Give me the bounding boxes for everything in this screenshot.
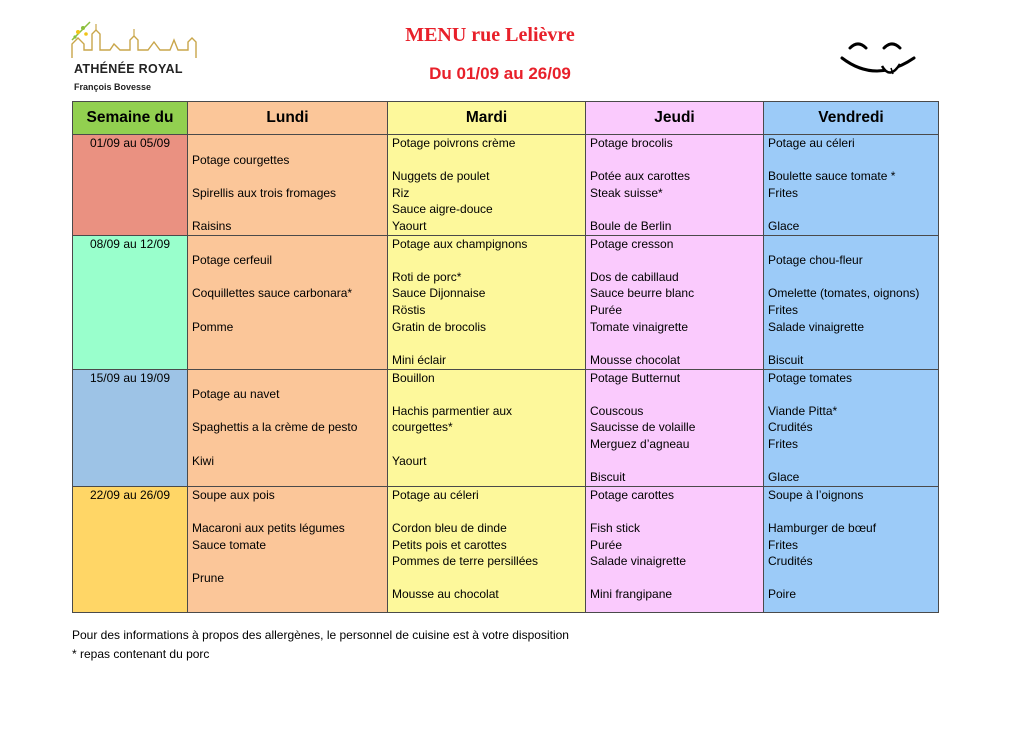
- week-row: [73, 135, 939, 236]
- menu-item: Macaroni aux petits légumes: [192, 520, 345, 535]
- menu-item: [192, 201, 383, 218]
- header-row: [73, 102, 939, 135]
- menu-item: Tomate vinaigrette: [590, 319, 689, 334]
- menu-item: Potage brocolis: [590, 136, 673, 150]
- week-row: [73, 235, 939, 369]
- menu-item: Omelette (tomates, oignons): [768, 286, 920, 301]
- week-label: 15/09 au 19/09: [73, 369, 188, 486]
- menu-item: [392, 252, 581, 269]
- school-logo: [70, 20, 200, 102]
- menu-item: [768, 201, 934, 218]
- page-title: MENU rue Lelièvre: [405, 24, 575, 46]
- menu-cell-vendredi: [764, 135, 939, 236]
- week-label: 22/09 au 26/09: [73, 486, 188, 612]
- menu-item: [392, 335, 581, 352]
- menu-item: Yaourt: [392, 218, 427, 233]
- menu-item: [590, 386, 759, 403]
- menu-item: Frites: [768, 436, 798, 451]
- menu-item: Potage carottes: [590, 487, 675, 502]
- menu-item: Potage tomates: [768, 370, 853, 385]
- menu-item: Spirellis aux trois fromages: [192, 185, 337, 200]
- menu-item: Hachis parmentier aux: [392, 403, 513, 418]
- menu-item: [768, 503, 934, 520]
- header-mardi: Mardi: [388, 102, 586, 135]
- menu-item: Potage chou-fleur: [768, 253, 863, 268]
- menu-item: Boule de Berlin: [590, 218, 672, 233]
- menu-item: Nuggets de poulet: [392, 169, 490, 184]
- menu-item: Dos de cabillaud: [590, 269, 679, 284]
- menu-item: Poire: [768, 587, 797, 602]
- menu-item: Bouillon: [392, 370, 435, 385]
- menu-item: [192, 302, 383, 319]
- menu-item: Cordon bleu de dinde: [392, 520, 507, 535]
- menu-item: Glace: [768, 470, 800, 485]
- menu-item: Couscous: [590, 403, 644, 418]
- menu-cell-lundi: [188, 369, 388, 486]
- menu-item: [768, 335, 934, 352]
- menu-item: Potage poivrons crème: [392, 136, 516, 150]
- menu-item: Boulette sauce tomate *: [768, 169, 896, 184]
- header-week: Semaine du: [73, 102, 188, 135]
- week-row: [73, 369, 939, 486]
- menu-cell-vendredi: [764, 235, 939, 369]
- menu-item: Frites: [768, 185, 798, 200]
- menu-item: Riz: [392, 185, 410, 200]
- leaf-icon: [70, 20, 92, 42]
- menu-item: Crudités: [768, 554, 813, 569]
- menu-item: Crudités: [768, 420, 813, 435]
- menu-item: Biscuit: [590, 470, 626, 485]
- menu-item: Potée aux carottes: [590, 169, 691, 184]
- menu-item: [192, 503, 383, 520]
- menu-item: [392, 503, 581, 520]
- menu-item: Biscuit: [768, 352, 804, 367]
- menu-item: Potage aux champignons: [392, 236, 528, 251]
- menu-item: [768, 152, 934, 169]
- header-vendredi: Vendredi: [764, 102, 939, 135]
- menu-cell-lundi: [188, 235, 388, 369]
- menu-cell-jeudi: [586, 235, 764, 369]
- menu-item: Petits pois et carottes: [392, 537, 507, 552]
- menu-item: Kiwi: [192, 453, 215, 468]
- menu-item: Frites: [768, 537, 798, 552]
- menu-item: Mousse chocolat: [590, 352, 681, 367]
- menu-item: [768, 570, 934, 587]
- menu-cell-vendredi: [764, 369, 939, 486]
- menu-item: Mini frangipane: [590, 587, 673, 602]
- menu-cell-mardi: [388, 135, 586, 236]
- menu-item: [192, 236, 383, 253]
- menu-item: [768, 386, 934, 403]
- tongue-smiley-icon: [836, 36, 920, 80]
- menu-item: [590, 570, 759, 587]
- menu-item: [192, 269, 383, 286]
- menu-cell-jeudi: [586, 369, 764, 486]
- menu-item: [192, 553, 383, 570]
- menu-item: Merguez d’agneau: [590, 436, 690, 451]
- menu-item: Salade vinaigrette: [590, 554, 687, 569]
- menu-item: Fish stick: [590, 520, 641, 535]
- menu-item: Saucisse de volaille: [590, 420, 696, 435]
- menu-cell-mardi: [388, 369, 586, 486]
- week-label: 01/09 au 05/09: [73, 135, 188, 236]
- menu-item: Soupe aux pois: [192, 487, 275, 502]
- menu-item: Röstis: [392, 302, 426, 317]
- menu-item: Sauce tomate: [192, 537, 267, 552]
- week-label: 08/09 au 12/09: [73, 235, 188, 369]
- menu-item: Potage au céleri: [392, 487, 479, 502]
- menu-item: Glace: [768, 218, 800, 233]
- menu-item: Potage cerfeuil: [192, 253, 273, 268]
- menu-item: [590, 453, 759, 470]
- menu-item: [192, 370, 383, 387]
- menu-item: Yaourt: [392, 453, 427, 468]
- menu-item: Mousse au chocolat: [392, 587, 499, 602]
- menu-item: [392, 386, 581, 403]
- menu-item: Prune: [192, 570, 225, 585]
- allergen-note: Pour des informations à propos des allergènes, le personnel de cuisine est à votre disposition: [72, 628, 569, 642]
- menu-item: [392, 152, 581, 169]
- menu-item: Steak suisse*: [590, 185, 663, 200]
- menu-item: Sauce Dijonnaise: [392, 286, 486, 301]
- menu-item: Pomme: [192, 319, 234, 334]
- menu-item: [590, 503, 759, 520]
- menu-item: Soupe à l’oignons: [768, 487, 864, 502]
- menu-item: Potage Butternut: [590, 370, 681, 385]
- menu-item: [192, 168, 383, 185]
- menu-item: Potage au céleri: [768, 136, 855, 150]
- menu-cell-jeudi: [586, 135, 764, 236]
- logo-subtitle: François Bovesse: [74, 82, 152, 92]
- menu-cell-vendredi: [764, 486, 939, 612]
- menu-item: Coquillettes sauce carbonara*: [192, 286, 353, 301]
- pork-note: * repas contenant du porc: [72, 647, 210, 661]
- menu-cell-mardi: [388, 486, 586, 612]
- menu-item: [590, 152, 759, 169]
- menu-item: [192, 403, 383, 420]
- menu-item: courgettes*: [392, 420, 453, 435]
- header-jeudi: Jeudi: [586, 102, 764, 135]
- menu-item: Gratin de brocolis: [392, 319, 487, 334]
- menu-item: Purée: [590, 302, 623, 317]
- menu-item: Potage au navet: [192, 387, 280, 402]
- menu-item: [192, 135, 383, 152]
- date-range: Du 01/09 au 26/09: [429, 64, 571, 83]
- menu-item: Spaghettis a la crème de pesto: [192, 420, 358, 435]
- menu-item: Mini éclair: [392, 352, 447, 367]
- menu-item: Frites: [768, 302, 798, 317]
- menu-item: Potage courgettes: [192, 152, 290, 167]
- menu-item: Potage cresson: [590, 236, 674, 251]
- menu-table: [72, 101, 939, 613]
- menu-cell-jeudi: [586, 486, 764, 612]
- menu-item: Salade vinaigrette: [768, 319, 865, 334]
- menu-item: [768, 453, 934, 470]
- menu-item: Sauce aigre-douce: [392, 202, 493, 217]
- menu-item: [590, 335, 759, 352]
- logo-name: ATHÉNÉE ROYAL: [74, 62, 183, 76]
- menu-item: [768, 236, 934, 253]
- menu-item: Sauce beurre blanc: [590, 286, 695, 301]
- menu-item: Viande Pitta*: [768, 403, 838, 418]
- menu-item: Roti de porc*: [392, 269, 462, 284]
- menu-item: [768, 269, 934, 286]
- menu-item: Hamburger de bœuf: [768, 520, 877, 535]
- menu-cell-mardi: [388, 235, 586, 369]
- header-lundi: Lundi: [188, 102, 388, 135]
- menu-item: Purée: [590, 537, 623, 552]
- menu-item: [590, 201, 759, 218]
- week-row: [73, 486, 939, 612]
- menu-item: [392, 570, 581, 587]
- menu-cell-lundi: [188, 135, 388, 236]
- menu-item: [192, 436, 383, 453]
- menu-cell-lundi: [188, 486, 388, 612]
- menu-item: Raisins: [192, 218, 232, 233]
- menu-item: [392, 436, 581, 453]
- menu-item: [590, 252, 759, 269]
- menu-item: Pommes de terre persillées: [392, 554, 539, 569]
